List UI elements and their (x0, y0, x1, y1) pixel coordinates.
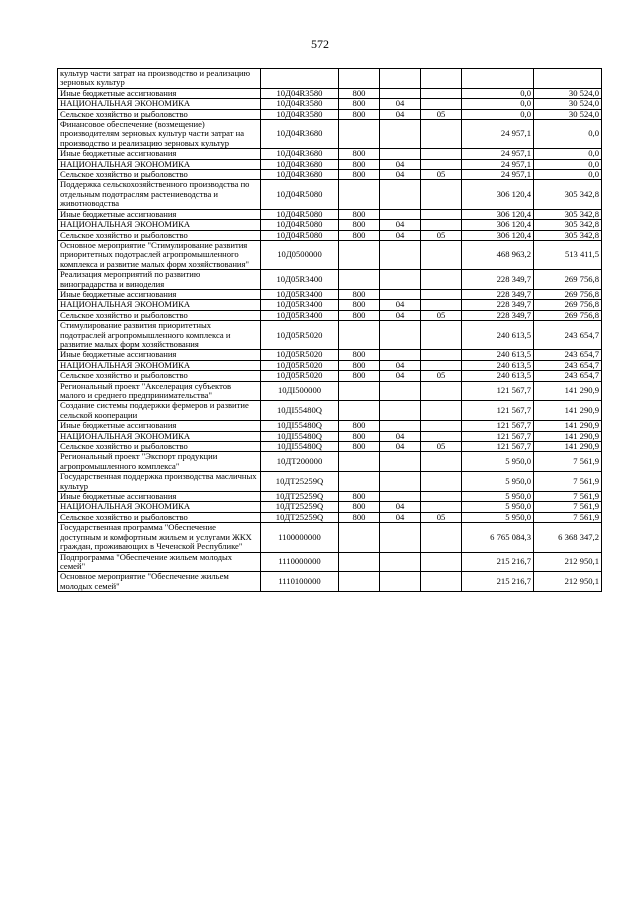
row-expense-type: 800 (339, 442, 380, 452)
table-row (58, 421, 602, 431)
row-name: Основное мероприятие "Обеспечение жильем молодых семей" (58, 572, 261, 592)
budget-table (57, 68, 602, 592)
row-section (380, 88, 421, 98)
row-code: 10Д04R3580 (261, 99, 339, 109)
row-section (380, 552, 421, 572)
row-value-2020: 228 349,7 (462, 289, 534, 299)
row-expense-type: 800 (339, 109, 380, 119)
row-value-2020: 240 613,5 (462, 321, 534, 350)
row-subsection (421, 159, 462, 169)
row-expense-type: 800 (339, 350, 380, 360)
table-row (58, 240, 602, 269)
row-name: Создание системы поддержки фермеров и развитие сельской кооперации (58, 401, 261, 421)
row-value-2020: 215 216,7 (462, 552, 534, 572)
row-section (380, 270, 421, 290)
row-code: 1110100000 (261, 572, 339, 592)
row-section: 04 (380, 502, 421, 512)
table-row (58, 289, 602, 299)
row-value-2021: 305 342,8 (534, 209, 602, 219)
row-expense-type: 800 (339, 360, 380, 370)
table-row (58, 149, 602, 159)
row-value-2021: 269 756,8 (534, 289, 602, 299)
table-row (58, 572, 602, 592)
row-subsection (421, 180, 462, 209)
row-value-2021: 141 290,9 (534, 421, 602, 431)
row-value-2020 (462, 69, 534, 89)
table-row (58, 88, 602, 98)
row-value-2020: 121 567,7 (462, 401, 534, 421)
row-subsection: 05 (421, 442, 462, 452)
row-section (380, 492, 421, 502)
row-section: 04 (380, 300, 421, 310)
table-row (58, 230, 602, 240)
row-value-2020: 5 950,0 (462, 452, 534, 472)
row-code: 10Д04R5080 (261, 180, 339, 209)
row-section (380, 149, 421, 159)
row-name: Сельское хозяйство и рыболовство (58, 442, 261, 452)
row-subsection (421, 492, 462, 502)
row-code: 10Д0500000 (261, 240, 339, 269)
row-value-2021: 0,0 (534, 120, 602, 149)
row-section: 04 (380, 109, 421, 119)
row-name: Иные бюджетные ассигнования (58, 492, 261, 502)
row-expense-type (339, 120, 380, 149)
row-code: 10Д04R3580 (261, 88, 339, 98)
table-row (58, 492, 602, 502)
row-subsection (421, 523, 462, 552)
row-section (380, 381, 421, 401)
row-section: 04 (380, 220, 421, 230)
row-expense-type (339, 401, 380, 421)
row-value-2020: 215 216,7 (462, 572, 534, 592)
row-value-2021: 212 950,1 (534, 572, 602, 592)
row-value-2020: 240 613,5 (462, 350, 534, 360)
row-value-2020: 24 957,1 (462, 120, 534, 149)
row-name: Иные бюджетные ассигнования (58, 209, 261, 219)
row-subsection: 05 (421, 170, 462, 180)
row-section: 04 (380, 512, 421, 522)
row-section: 04 (380, 99, 421, 109)
row-code: 10Д04R3580 (261, 109, 339, 119)
row-name: Подпрограмма "Обеспечение жильем молодых семей" (58, 552, 261, 572)
row-subsection (421, 431, 462, 441)
row-value-2021: 513 411,5 (534, 240, 602, 269)
row-value-2020: 0,0 (462, 88, 534, 98)
table-row (58, 371, 602, 381)
row-subsection (421, 300, 462, 310)
row-value-2021: 243 654,7 (534, 350, 602, 360)
table-row (58, 300, 602, 310)
row-section (380, 240, 421, 269)
row-value-2020: 121 567,7 (462, 431, 534, 441)
row-expense-type (339, 270, 380, 290)
row-name: Сельское хозяйство и рыболовство (58, 170, 261, 180)
row-name: культур части затрат на производство и реализацию зерновых культур (58, 69, 261, 89)
table-row (58, 552, 602, 572)
row-code: 10ДI55480Q (261, 442, 339, 452)
row-value-2020: 240 613,5 (462, 360, 534, 370)
row-section: 04 (380, 431, 421, 441)
row-expense-type: 800 (339, 209, 380, 219)
row-subsection (421, 472, 462, 492)
row-code: 10ДТ25259Q (261, 512, 339, 522)
row-subsection (421, 452, 462, 472)
row-code: 10Д05R3400 (261, 300, 339, 310)
row-value-2021: 305 342,8 (534, 220, 602, 230)
row-section (380, 572, 421, 592)
table-row (58, 401, 602, 421)
table-row (58, 310, 602, 320)
row-value-2020: 5 950,0 (462, 512, 534, 522)
row-subsection (421, 120, 462, 149)
row-code (261, 69, 339, 89)
table-row (58, 209, 602, 219)
row-name: Реализация мероприятий по развитию виноградарства и виноделия (58, 270, 261, 290)
row-name: Иные бюджетные ассигнования (58, 88, 261, 98)
row-expense-type: 800 (339, 88, 380, 98)
row-subsection (421, 360, 462, 370)
row-code: 10Д04R3680 (261, 170, 339, 180)
row-subsection (421, 149, 462, 159)
row-code: 10ДI55480Q (261, 401, 339, 421)
row-subsection (421, 289, 462, 299)
row-code: 10ДI55480Q (261, 421, 339, 431)
row-section (380, 69, 421, 89)
row-section (380, 321, 421, 350)
row-subsection: 05 (421, 310, 462, 320)
row-value-2020: 24 957,1 (462, 170, 534, 180)
row-value-2020: 24 957,1 (462, 159, 534, 169)
page-number: 572 (311, 37, 329, 51)
row-value-2020: 306 120,4 (462, 209, 534, 219)
row-subsection (421, 270, 462, 290)
row-code: 10Д04R3680 (261, 120, 339, 149)
row-subsection (421, 552, 462, 572)
row-code: 10Д05R5020 (261, 360, 339, 370)
row-value-2020: 228 349,7 (462, 300, 534, 310)
row-name: Основное мероприятие "Стимулирование развития приоритетных подотраслей агропромышленного комплекса и развитие малых форм хозяйствования" (58, 240, 261, 269)
row-section (380, 120, 421, 149)
row-name: НАЦИОНАЛЬНАЯ ЭКОНОМИКА (58, 360, 261, 370)
row-name: Сельское хозяйство и рыболовство (58, 230, 261, 240)
row-code: 10Д04R5080 (261, 209, 339, 219)
table-row (58, 512, 602, 522)
row-name: Региональный проект "Экспорт продукции агропромышленного комплекса" (58, 452, 261, 472)
row-expense-type (339, 240, 380, 269)
row-code: 10ДТ200000 (261, 452, 339, 472)
row-name: Сельское хозяйство и рыболовство (58, 109, 261, 119)
row-expense-type: 800 (339, 99, 380, 109)
row-subsection (421, 88, 462, 98)
row-subsection: 05 (421, 230, 462, 240)
row-name: Сельское хозяйство и рыболовство (58, 371, 261, 381)
row-expense-type: 800 (339, 371, 380, 381)
row-code: 10Д05R3400 (261, 289, 339, 299)
row-section: 04 (380, 310, 421, 320)
row-code: 10Д05R3400 (261, 270, 339, 290)
row-value-2021: 0,0 (534, 149, 602, 159)
row-value-2020: 240 613,5 (462, 371, 534, 381)
row-expense-type: 800 (339, 149, 380, 159)
row-code: 10Д05R5020 (261, 371, 339, 381)
row-value-2021: 0,0 (534, 170, 602, 180)
row-subsection (421, 421, 462, 431)
row-code: 1100000000 (261, 523, 339, 552)
row-value-2021 (534, 69, 602, 89)
row-name: НАЦИОНАЛЬНАЯ ЭКОНОМИКА (58, 99, 261, 109)
row-value-2021: 212 950,1 (534, 552, 602, 572)
row-expense-type: 800 (339, 431, 380, 441)
row-section (380, 180, 421, 209)
row-value-2020: 0,0 (462, 109, 534, 119)
table-row (58, 431, 602, 441)
row-expense-type: 800 (339, 230, 380, 240)
row-value-2021: 7 561,9 (534, 512, 602, 522)
row-value-2020: 121 567,7 (462, 381, 534, 401)
row-section (380, 421, 421, 431)
row-subsection (421, 502, 462, 512)
row-code: 10ДТ25259Q (261, 492, 339, 502)
row-code: 10ДI500000 (261, 381, 339, 401)
row-code: 10Д04R5080 (261, 220, 339, 230)
table-row (58, 99, 602, 109)
row-value-2021: 141 290,9 (534, 401, 602, 421)
row-expense-type (339, 180, 380, 209)
table-row (58, 360, 602, 370)
row-code: 10ДI55480Q (261, 431, 339, 441)
row-value-2021: 7 561,9 (534, 502, 602, 512)
row-subsection (421, 381, 462, 401)
row-value-2021: 0,0 (534, 159, 602, 169)
row-section: 04 (380, 170, 421, 180)
row-section: 04 (380, 360, 421, 370)
row-expense-type: 800 (339, 220, 380, 230)
row-name: Стимулирование развития приоритетных подотраслей агропромышленного комплекса и развитие малых форм хозяйствования (58, 321, 261, 350)
row-name: Сельское хозяйство и рыболовство (58, 512, 261, 522)
row-subsection (421, 572, 462, 592)
row-expense-type (339, 321, 380, 350)
row-value-2021: 269 756,8 (534, 300, 602, 310)
row-code: 10ДТ25259Q (261, 502, 339, 512)
row-section: 04 (380, 159, 421, 169)
row-code: 10Д05R5020 (261, 321, 339, 350)
row-expense-type (339, 523, 380, 552)
row-subsection (421, 69, 462, 89)
row-name: НАЦИОНАЛЬНАЯ ЭКОНОМИКА (58, 220, 261, 230)
row-expense-type: 800 (339, 289, 380, 299)
row-value-2020: 5 950,0 (462, 472, 534, 492)
row-name: Финансовое обеспечение (возмещение) производителям зерновых культур части затрат на производство и реализацию зерновых культур (58, 120, 261, 149)
row-expense-type: 800 (339, 300, 380, 310)
row-value-2021: 243 654,7 (534, 360, 602, 370)
row-expense-type: 800 (339, 310, 380, 320)
row-subsection (421, 321, 462, 350)
row-code: 10Д05R5020 (261, 350, 339, 360)
row-section: 04 (380, 371, 421, 381)
row-section (380, 289, 421, 299)
row-name: НАЦИОНАЛЬНАЯ ЭКОНОМИКА (58, 502, 261, 512)
row-expense-type (339, 472, 380, 492)
table-row (58, 381, 602, 401)
row-subsection (421, 220, 462, 230)
table-row (58, 452, 602, 472)
row-value-2021: 269 756,8 (534, 270, 602, 290)
row-expense-type: 800 (339, 512, 380, 522)
row-code: 10Д04R5080 (261, 230, 339, 240)
table-row (58, 502, 602, 512)
row-value-2021: 269 756,8 (534, 310, 602, 320)
row-section: 04 (380, 442, 421, 452)
row-value-2020: 0,0 (462, 99, 534, 109)
row-name: НАЦИОНАЛЬНАЯ ЭКОНОМИКА (58, 159, 261, 169)
table-row (58, 170, 602, 180)
row-value-2020: 306 120,4 (462, 230, 534, 240)
row-value-2021: 6 368 347,2 (534, 523, 602, 552)
row-expense-type: 800 (339, 170, 380, 180)
row-name: Иные бюджетные ассигнования (58, 149, 261, 159)
row-value-2021: 141 290,9 (534, 381, 602, 401)
row-code: 10Д05R3400 (261, 310, 339, 320)
row-section (380, 401, 421, 421)
row-subsection (421, 209, 462, 219)
row-value-2021: 141 290,9 (534, 442, 602, 452)
row-value-2020: 468 963,2 (462, 240, 534, 269)
row-expense-type: 800 (339, 502, 380, 512)
row-name: НАЦИОНАЛЬНАЯ ЭКОНОМИКА (58, 300, 261, 310)
table-row (58, 442, 602, 452)
row-section (380, 350, 421, 360)
row-subsection: 05 (421, 371, 462, 381)
row-value-2020: 24 957,1 (462, 149, 534, 159)
table-row (58, 321, 602, 350)
row-name: Иные бюджетные ассигнования (58, 289, 261, 299)
row-section (380, 472, 421, 492)
row-expense-type: 800 (339, 421, 380, 431)
row-code: 10Д04R3680 (261, 159, 339, 169)
table-row (58, 120, 602, 149)
row-value-2021: 7 561,9 (534, 472, 602, 492)
row-value-2021: 30 524,0 (534, 99, 602, 109)
row-expense-type (339, 452, 380, 472)
row-value-2020: 228 349,7 (462, 270, 534, 290)
table-row (58, 270, 602, 290)
row-code: 1110000000 (261, 552, 339, 572)
row-value-2020: 121 567,7 (462, 442, 534, 452)
row-section (380, 209, 421, 219)
table-row (58, 350, 602, 360)
row-value-2021: 243 654,7 (534, 321, 602, 350)
row-name: Иные бюджетные ассигнования (58, 421, 261, 431)
row-expense-type (339, 552, 380, 572)
row-subsection (421, 240, 462, 269)
row-name: Государственная поддержка производства масличных культур (58, 472, 261, 492)
row-section (380, 452, 421, 472)
row-subsection (421, 99, 462, 109)
row-section: 04 (380, 230, 421, 240)
row-name: Поддержка сельскохозяйственного производства по отдельным подотраслям растениеводства и животноводства (58, 180, 261, 209)
row-name: Региональный проект "Акселерация субъектов малого и среднего предпринимательства" (58, 381, 261, 401)
row-name: Государственная программа "Обеспечение доступным и комфортным жильем и услугами ЖКХ граждан, проживающих в Чеченской Республике" (58, 523, 261, 552)
row-subsection (421, 401, 462, 421)
row-subsection: 05 (421, 512, 462, 522)
row-expense-type (339, 69, 380, 89)
row-name: Сельское хозяйство и рыболовство (58, 310, 261, 320)
table-row (58, 109, 602, 119)
row-value-2021: 30 524,0 (534, 88, 602, 98)
row-value-2020: 5 950,0 (462, 492, 534, 502)
row-value-2020: 306 120,4 (462, 220, 534, 230)
row-value-2021: 30 524,0 (534, 109, 602, 119)
table-row (58, 69, 602, 89)
row-value-2021: 305 342,8 (534, 180, 602, 209)
row-expense-type: 800 (339, 159, 380, 169)
row-expense-type: 800 (339, 492, 380, 502)
row-expense-type (339, 572, 380, 592)
row-section (380, 523, 421, 552)
row-subsection: 05 (421, 109, 462, 119)
row-value-2021: 7 561,9 (534, 492, 602, 502)
row-value-2020: 306 120,4 (462, 180, 534, 209)
row-value-2021: 243 654,7 (534, 371, 602, 381)
row-value-2020: 5 950,0 (462, 502, 534, 512)
table-row (58, 523, 602, 552)
row-value-2020: 121 567,7 (462, 421, 534, 431)
row-name: НАЦИОНАЛЬНАЯ ЭКОНОМИКА (58, 431, 261, 441)
row-value-2021: 305 342,8 (534, 230, 602, 240)
row-expense-type (339, 381, 380, 401)
row-value-2020: 228 349,7 (462, 310, 534, 320)
table-row (58, 180, 602, 209)
row-code: 10ДТ25259Q (261, 472, 339, 492)
table-row (58, 220, 602, 230)
table-row (58, 472, 602, 492)
row-value-2021: 7 561,9 (534, 452, 602, 472)
row-value-2020: 6 765 084,3 (462, 523, 534, 552)
row-name: Иные бюджетные ассигнования (58, 350, 261, 360)
row-code: 10Д04R3680 (261, 149, 339, 159)
row-value-2021: 141 290,9 (534, 431, 602, 441)
table-row (58, 159, 602, 169)
row-subsection (421, 350, 462, 360)
